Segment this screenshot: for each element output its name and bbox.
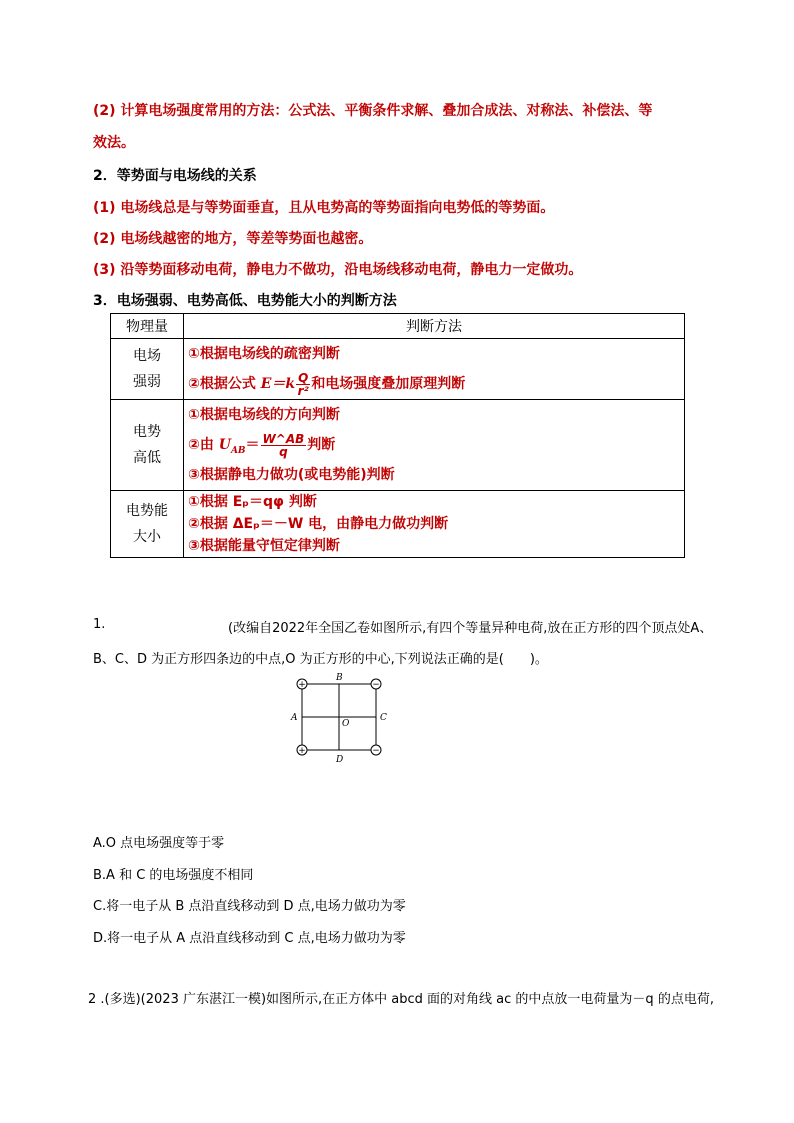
method-item: ③根据能量守恒定律判断: [188, 538, 340, 554]
label-b: B: [336, 673, 343, 683]
option-d[interactable]: D.将一电子从 A 点沿直线移动到 C 点,电场力做功为零: [93, 931, 406, 946]
method-item: ②根据 ΔEₚ＝－W 电，由静电力做功判断: [188, 516, 449, 532]
header-quantity: 物理量: [111, 314, 184, 339]
method-cell: [184, 339, 685, 400]
section-heading-3: 3．电场强弱、电势高低、电势能大小的判断方法: [93, 293, 397, 309]
method-list-line2: 效法。: [93, 135, 135, 151]
label-d: D: [336, 755, 344, 765]
method-item: ①根据电场线的方向判断: [188, 407, 340, 423]
judgment-table: [110, 313, 685, 558]
positive-charge: +: [298, 746, 306, 756]
quantity-cell: 电势能 大小: [111, 491, 184, 558]
relation-rule-1: (1) 电场线总是与等势面垂直，且从电势高的等势面指向电势低的等势面。: [93, 200, 555, 216]
label-c: C: [380, 713, 387, 723]
charge-square-figure: [286, 670, 406, 770]
method-item: ③根据静电力做功(或电势能)判断: [188, 467, 395, 483]
quantity-cell: 电场 强弱: [111, 339, 184, 400]
option-c[interactable]: C.将一电子从 B 点沿直线移动到 D 点,电场力做功为零: [93, 899, 406, 914]
question-stem-line2: B、C、D 为正方形四条边的中点,O 为正方形的中心,下列说法正确的是( )。: [93, 652, 548, 667]
table-header-row: [111, 314, 685, 339]
method-item: ②由 $U_{AB}=$ $\frac{W\^{}AB}{q}$ 判断: [188, 431, 336, 459]
method-cell: [184, 400, 685, 491]
option-b[interactable]: B.A 和 C 的电场强度不相同: [93, 868, 254, 883]
positive-charge: +: [298, 680, 306, 690]
question-number: 1.: [93, 617, 106, 632]
question-stem-line1: (改编自2022年全国乙卷如图所示,有四个等量异种电荷,放在正方形的四个顶点处A、: [228, 621, 713, 636]
negative-charge: −: [372, 680, 380, 690]
method-item: ①根据 Eₚ＝qφ 判断: [188, 494, 317, 510]
label-o: O: [342, 719, 350, 729]
option-a[interactable]: A.O 点电场强度等于零: [93, 836, 225, 851]
relation-rule-3: (3) 沿等势面移动电荷，静电力不做功，沿电场线移动电荷，静电力一定做功。: [93, 262, 583, 278]
label-a: A: [291, 713, 298, 723]
method-item: ①根据电场线的疏密判断: [188, 346, 340, 362]
table-row: [111, 400, 685, 491]
section-heading-2: 2．等势面与电场线的关系: [93, 168, 257, 184]
method-item: ②根据公式 E＝k $\frac{Q}{\text{r²}}$ 和电场强度叠加原理判断: [188, 370, 466, 398]
relation-rule-2: (2) 电场线越密的地方，等差等势面也越密。: [93, 231, 373, 247]
method-cell: [184, 491, 685, 558]
header-method: 判断方法: [184, 314, 685, 339]
table-row: [111, 339, 685, 400]
question2-stem: 2 .(多选)(2023 广东湛江一模)如图所示,在正方体中 abcd 面的对角线 ac 的中点放一电荷量为－q 的点电荷,: [88, 992, 714, 1007]
method-list-line1: (2) 计算电场强度常用的方法：公式法、平衡条件求解、叠加合成法、对称法、补偿法、等: [93, 103, 653, 119]
negative-charge: −: [372, 746, 380, 756]
table-row: [111, 491, 685, 558]
quantity-cell: 电势 高低: [111, 400, 184, 491]
